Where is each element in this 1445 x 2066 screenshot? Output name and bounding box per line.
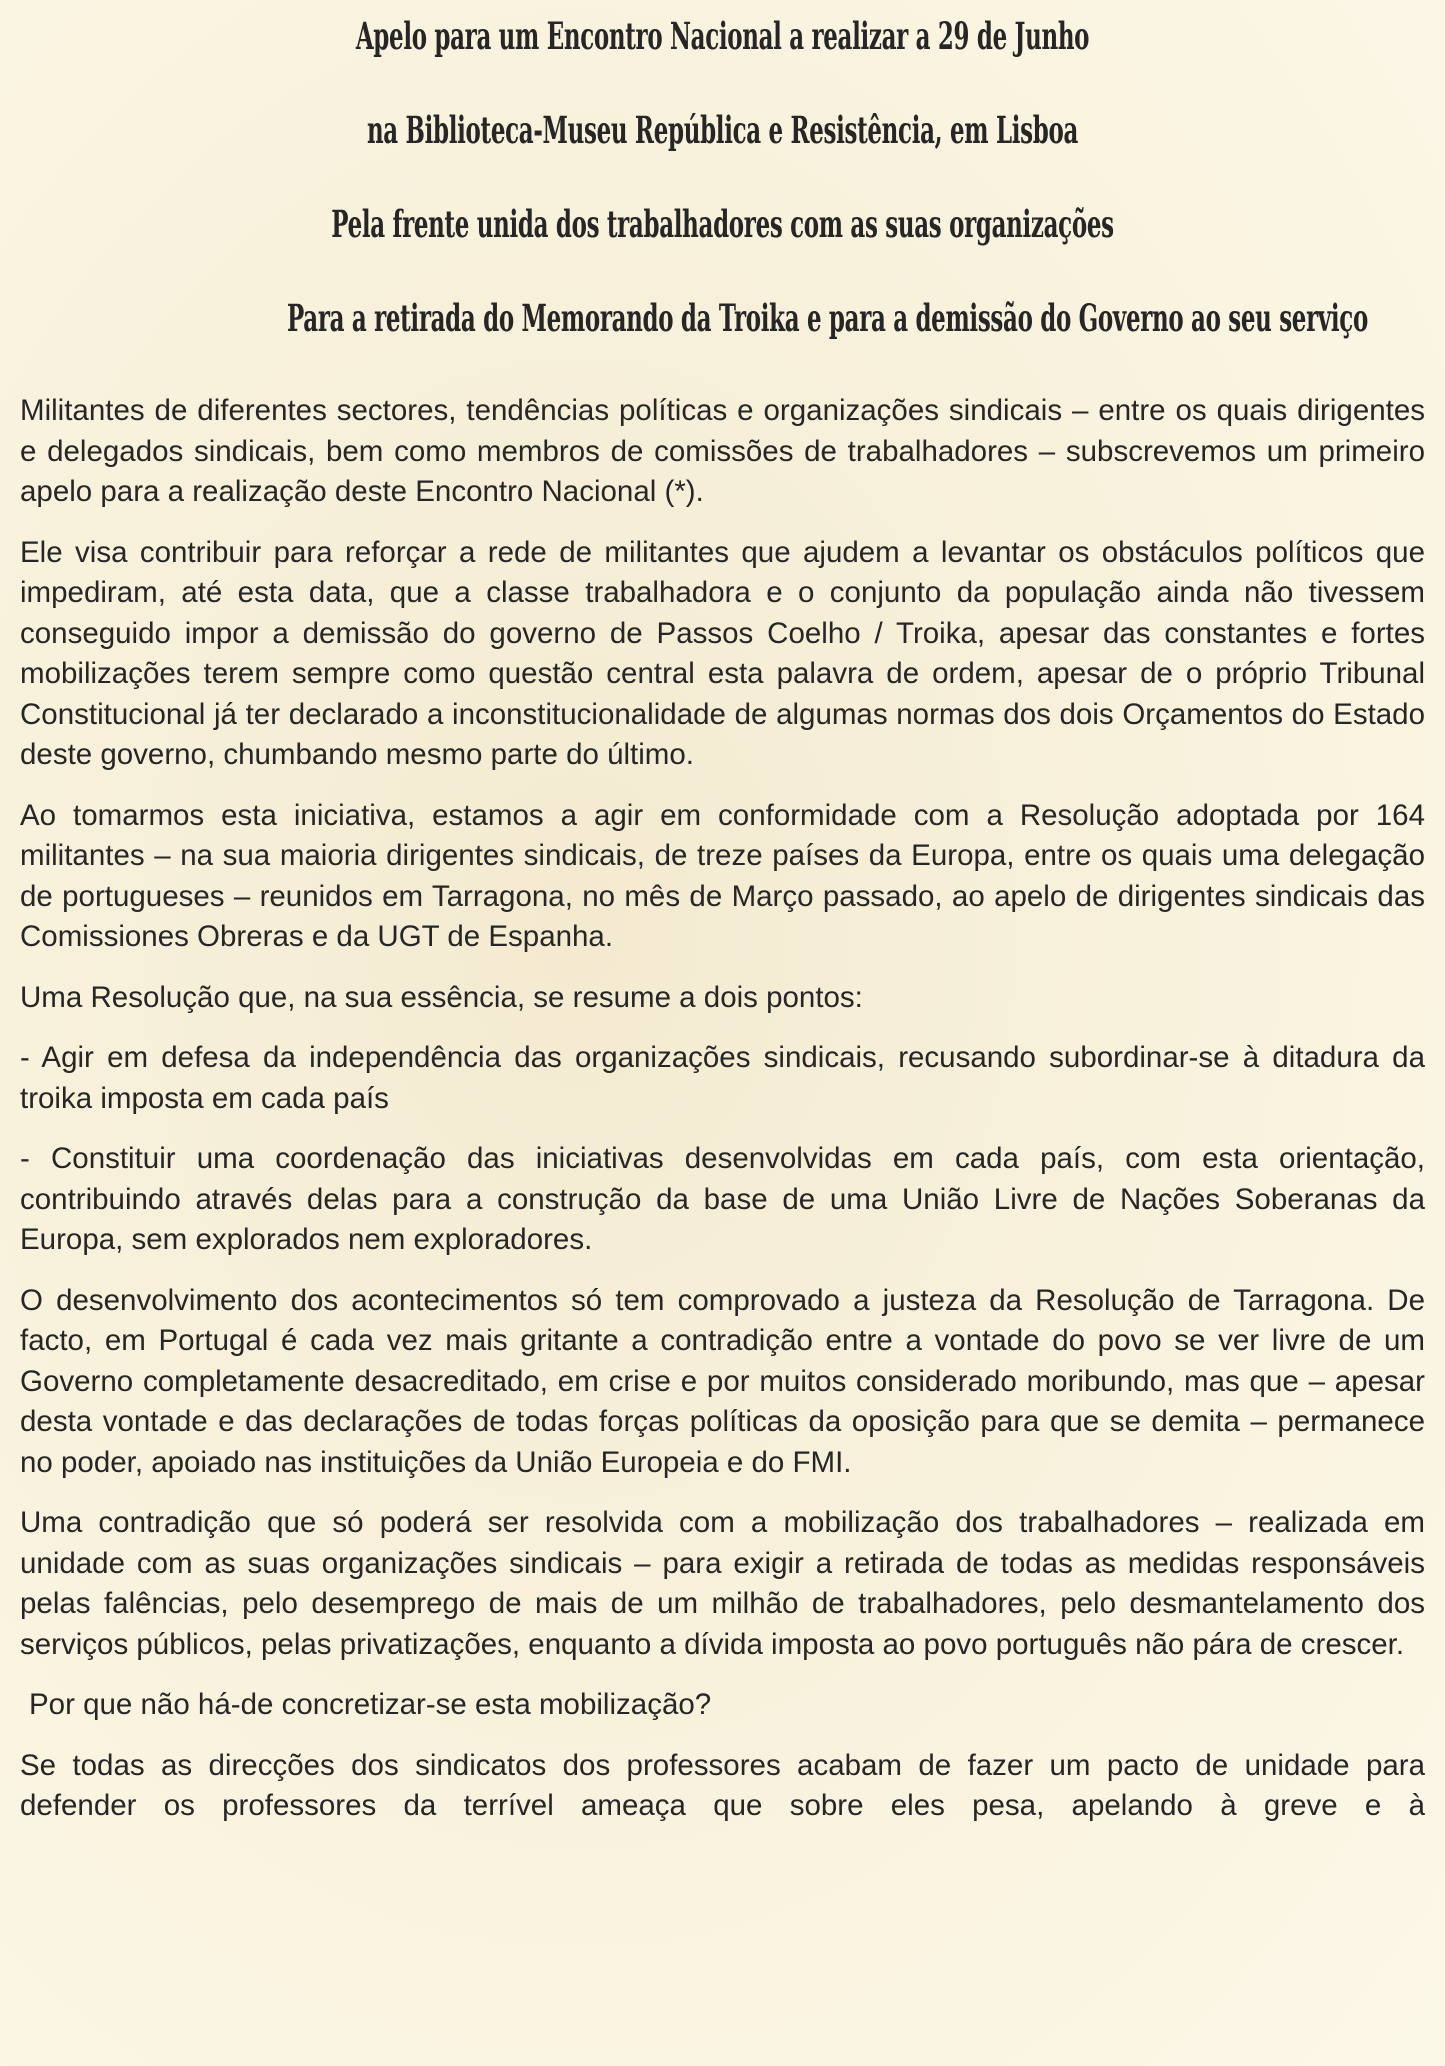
paragraph-two-points: Uma Resolução que, na sua essência, se resume a dois pontos: <box>20 980 863 1014</box>
paragraph-question: Por que não há-de concretizar-se esta mobilização? <box>29 1688 712 1721</box>
paragraph-militants: Militantes de diferentes sectores, tendências políticas e organizações sindicais – entre os quais dirigentes e delegados sindicais, bem como membros de comissões de trabalhadores – subscrevemos um primeiro apelo para a realização deste Encontro Nacional (*). <box>20 394 1425 508</box>
heading-troika-memorandum: Para a retirada do Memorando da Troika e para a demissão do Governo ao seu serviço <box>286 296 1368 340</box>
paragraph-developments: O desenvolvimento dos acontecimentos só tem comprovado a justeza da Resolução de Tarragona. De facto, em Portugal é cada vez mais gritante a contradição entre a vontade do povo se ver livre de um Governo completamente desacreditado, em crise e por muitos considerado moribundo, mas que – apesar desta vontade e das declarações de todas forças políticas da oposição para que se demita – permanece no poder, apoiado nas instituições da União Europeia e do FMI. <box>20 1283 1425 1479</box>
paragraph-tarragona-resolution: Ao tomarmos esta iniciativa, estamos a agir em conformidade com a Resolução adoptada por 164 militantes – na sua maioria dirigentes sindicais, de treze países da Europa, entre os quais uma delegação de portugueses – reunidos em Tarragona, no mês de Março passado, ao apelo de dirigentes sindicais das Comissiones Obreras e da UGT de Espanha. <box>20 798 1425 953</box>
paragraph-point-two: - Constituir uma coordenação das iniciativas desenvolvidas em cada país, com esta orientação, contribuindo através delas para a construção da base de uma União Livre de Nações Soberanas da Europa, sem explorados nem exploradores. <box>20 1142 1425 1256</box>
paragraph-point-one: - Agir em defesa da independência das organizações sindicais, recusando subordinar-se à ditadura da troika imposta em cada país <box>20 1041 1425 1115</box>
heading-appeal-title: Apelo para um Encontro Nacional a realizar a 29 de Junho <box>355 14 1090 58</box>
heading-venue: na Biblioteca-Museu República e Resistência, em Lisboa <box>366 108 1079 152</box>
paragraph-contradiction: Uma contradição que só poderá ser resolvida com a mobilização dos trabalhadores – realizada em unidade com as suas organizações sindicais – para exigir a retirada de todas as medidas responsáveis pelas falências, pelo desemprego de mais de um milhão de trabalhadores, pelo desmantelamento dos serviços públicos, pelas privatizações, enquanto a dívida imposta ao povo português não pára de crescer. <box>20 1506 1425 1661</box>
document-headings <box>20 0 1425 340</box>
document-body <box>20 391 1425 1827</box>
document-page <box>20 0 1425 2066</box>
heading-united-front: Pela frente unida dos trabalhadores com as suas organizações <box>331 202 1114 246</box>
paragraph-network: Ele visa contribuir para reforçar a rede de militantes que ajudem a levantar os obstáculos políticos que impediram, até esta data, que a classe trabalhadora e o conjunto da população ainda não tivessem conseguido impor a demissão do governo de Passos Coelho / Troika, apesar das constantes e fortes mobilizações terem sempre como questão central esta palavra de ordem, apesar de o próprio Tribunal Constitucional já ter declarado a inconstitucionalidade de algumas normas dos dois Orçamentos do Estado deste governo, chumbando mesmo parte do último. <box>20 535 1425 771</box>
paragraph-teachers: Se todas as direcções dos sindicatos dos professores acabam de fazer um pacto de unidade para defender os professores da terrível ameaça que sobre eles pesa, apelando à greve e à <box>20 1748 1425 1822</box>
